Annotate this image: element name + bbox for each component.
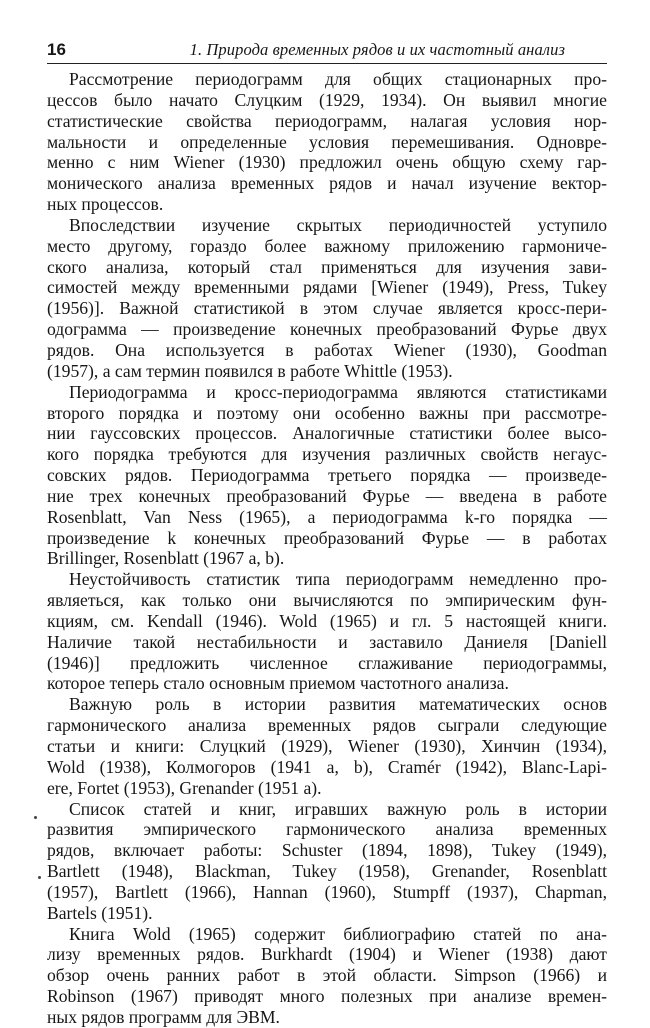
text-line: Наличие такой нестабильности и заставило Даниеля [Daniell (47, 631, 607, 652)
text-line: (1946)] предложить численное сглаживание периодограммы, (47, 652, 607, 673)
text-line: Bartlett (1948), Blackman, Tukey (1958), Grenander, Rosenblatt (47, 861, 607, 882)
text-line: рядов. Она используется в работах Wiener (1930), Goodman (47, 339, 607, 360)
text-line: ных процессов. (47, 194, 164, 215)
text-line: (1957), а сам термин появился в работе Whittle (1953). (47, 360, 453, 381)
paragraph-periodogram-history (47, 69, 607, 215)
paragraph-theory-references (47, 694, 607, 798)
paragraph-bibliography (47, 924, 607, 1028)
text-line: Bartels (1951). (47, 902, 153, 923)
text-line: рядов, включает работы: Schuster (1894, 1898), Tukey (1949), (47, 840, 607, 861)
text-line: Важную роль в истории развития математических основ (69, 694, 607, 715)
header-rule (47, 63, 607, 64)
text-line: Неустойчивость статистик типа периодограмм немедленно про- (69, 569, 607, 590)
text-line: нии гауссовских процессов. Аналогичные статистики более высо- (47, 423, 607, 444)
text-line: статьи и книги: Слуцкий (1929), Wiener (1930), Хинчин (1934), (47, 736, 607, 756)
text-line: произведение k конечных преобразований Фурье — в работах (47, 527, 607, 548)
text-line: второго порядка и поэтому они особенно важны при рассмотре- (47, 402, 607, 423)
text-line: Rosenblatt, Van Ness (1965), а периодограмма k-го порядка — (47, 506, 607, 527)
text-line: монического анализа временных рядов и начал изучение вектор- (47, 173, 607, 194)
text-line: Книга Wold (1965) содержит библиографию статей по ана- (69, 923, 607, 944)
text-line: ных рядов программ для ЭВМ. (47, 1006, 280, 1027)
paragraph-higher-order (47, 382, 607, 570)
text-line: мальности и определенные условия перемешивания. Одновре- (47, 131, 607, 152)
text-line: обзор очень ранних работ в этой области. Simpson (1966) и (47, 965, 607, 986)
text-line: гармонического анализа временных рядов сыграли следующие (47, 715, 607, 736)
page-number: 16 (47, 40, 66, 59)
text-line: развития эмпирического гармонического анализа временных (47, 819, 607, 840)
text-line: симостей между временными рядами [Wiener (1949), Press, Tukey (47, 277, 607, 298)
text-line: Список статей и книг, игравших важную роль в истории (69, 798, 607, 819)
text-line: Рассмотрение периодограмм для общих стационарных про- (69, 69, 607, 89)
text-line: (1957), Bartlett (1966), Hannan (1960), Stumpff (1937), Chapman, (47, 881, 607, 902)
chapter-title: 1. Природа временных рядов и их частотный анализ (189, 40, 565, 59)
text-line: Периодограмма и кросс-периодограмма являются статистиками (69, 381, 607, 402)
text-line: одограмма — произведение конечных преобразований Фурье двух (47, 319, 607, 340)
text-line: Wold (1938), Колмогоров (1941 a, b), Cramér (1942), Blanc-Lapi- (47, 756, 607, 777)
text-line: являеться, как только они вычисляются по эмпирическим фун- (47, 590, 607, 611)
text-line: кциям, см. Kendall (1946). Wold (1965) и гл. 5 настоящей книги. (47, 610, 607, 631)
running-head (47, 40, 607, 62)
text-line: Robinson (1967) приводят много полезных при анализе времен- (47, 986, 607, 1007)
print-speck (34, 816, 37, 819)
text-line: совских рядов. Периодограмма третьего порядка — произведе- (47, 465, 607, 486)
text-line: лизу временных рядов. Burkhardt (1904) и Wiener (1938) дают (47, 944, 607, 965)
paragraph-cross-periodogram (47, 215, 607, 382)
paragraph-instability (47, 569, 607, 694)
text-line: Brillinger, Rosenblatt (1967 a, b). (47, 548, 285, 569)
text-line: которое теперь стало основным приемом частотного анализа. (47, 673, 509, 694)
text-line: ского анализа, который стал применяться для изучения зави- (47, 256, 607, 277)
text-line: менно с ним Wiener (1930) предложил очень общую схему гар- (47, 152, 607, 173)
text-line: цессов было начато Слуцким (1929, 1934). Он выявил многие (47, 89, 607, 110)
text-line: место другому, гораздо более важному приложению гармониче- (47, 235, 607, 256)
text-line: ние трех конечных преобразований Фурье — введена в работе (47, 485, 607, 506)
body-text (47, 69, 607, 1028)
text-line: (1956)]. Важной статистикой в этом случае является кросс-пери- (47, 298, 607, 319)
text-line: ere, Fortet (1953), Grenander (1951 a). (47, 777, 322, 798)
print-speck (38, 876, 41, 879)
paragraph-empirical-references (47, 799, 607, 924)
text-line: Впоследствии изучение скрытых периодичностей уступило (69, 214, 607, 235)
text-line: статистические свойства периодограмм, налагая условия нор- (47, 110, 607, 131)
text-line: кого порядка требуются для изучения различных свойств негаус- (47, 444, 607, 465)
